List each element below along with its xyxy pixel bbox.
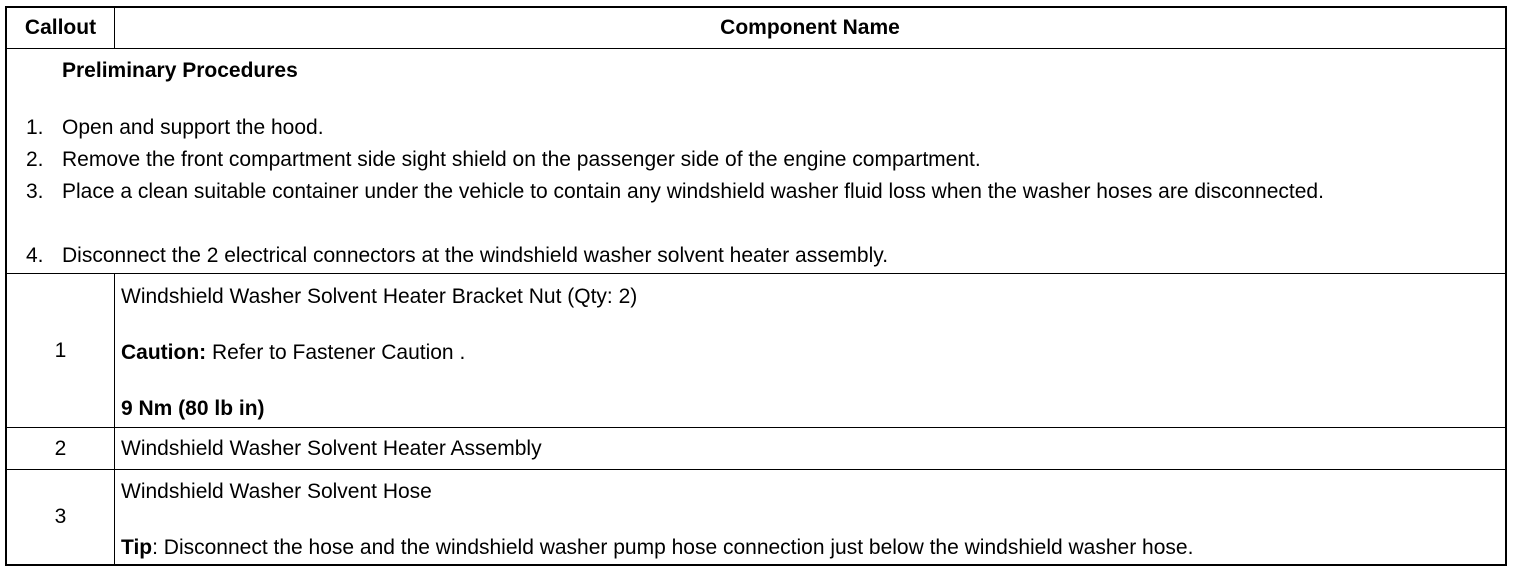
callout-number: 2 xyxy=(7,428,115,469)
component-cell xyxy=(115,470,1505,564)
component-table xyxy=(5,6,1507,566)
caution-note xyxy=(121,341,465,365)
step-number: 1. xyxy=(26,116,44,139)
header-component-name: Component Name xyxy=(720,16,900,39)
preliminary-title: Preliminary Procedures xyxy=(62,59,298,82)
step-text: Remove the front compartment side sight shield on the passenger side of the engine compartment. xyxy=(62,148,981,171)
step-text: Disconnect the 2 electrical connectors at the windshield washer solvent heater assembly. xyxy=(62,244,889,267)
component-cell xyxy=(115,428,1505,469)
preliminary-procedures-row xyxy=(7,49,1505,274)
step-number: 2. xyxy=(26,148,44,171)
header-callout: Callout xyxy=(7,8,115,48)
step-number: 3. xyxy=(26,180,44,203)
tip-note xyxy=(121,536,1193,560)
caution-label: Caution: xyxy=(121,341,207,364)
step-text: Open and support the hood. xyxy=(62,116,324,139)
tip-label: Tip xyxy=(121,536,153,559)
table-row xyxy=(7,470,1505,564)
callout-number: 1 xyxy=(7,274,115,427)
step-number: 4. xyxy=(26,244,44,267)
component-name: Windshield Washer Solvent Heater Assembly xyxy=(121,437,542,460)
caution-text: Refer to Fastener Caution . xyxy=(206,341,466,364)
component-cell xyxy=(115,274,1505,427)
table-header-row xyxy=(7,8,1505,49)
table-row xyxy=(7,428,1505,470)
component-name: Windshield Washer Solvent Heater Bracket Nut (Qty: 2) xyxy=(121,285,638,308)
callout-number: 3 xyxy=(7,470,115,564)
step-text: Place a clean suitable container under the vehicle to contain any windshield washer fluid loss when the washer hoses are disconnected. xyxy=(62,180,1324,203)
tip-text: : Disconnect the hose and the windshield washer pump hose connection just below the windshield washer hose. xyxy=(152,536,1194,559)
table-row xyxy=(7,274,1505,428)
torque-spec: 9 Nm (80 lb in) xyxy=(121,397,265,420)
component-name: Windshield Washer Solvent Hose xyxy=(121,480,432,503)
